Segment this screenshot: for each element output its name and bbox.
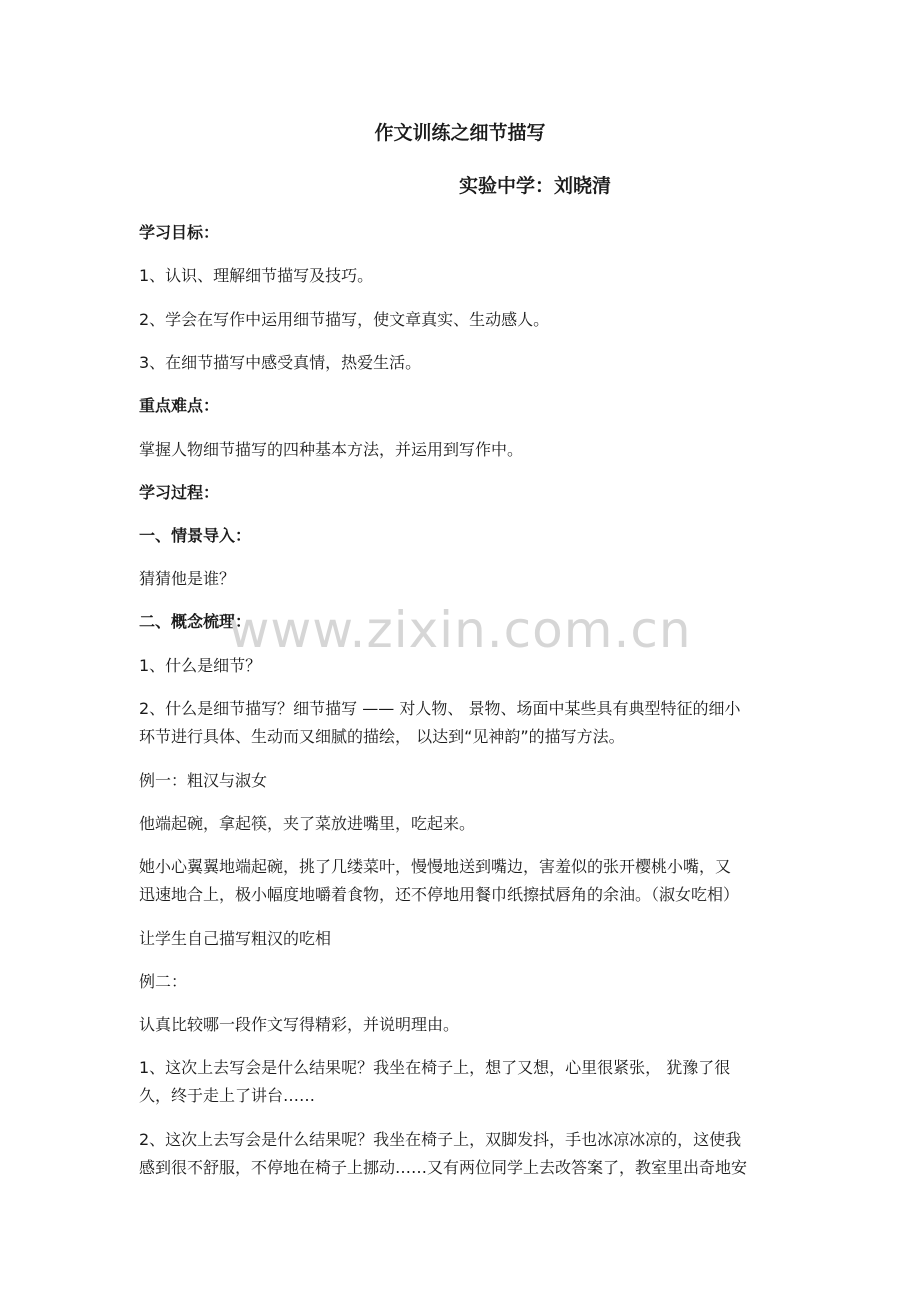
part2-heading: 二、概念梳理：	[139, 612, 252, 631]
question-2-line-2: 环节进行具体、生动而又细腻的描绘， 以达到“见神韵”的描写方法。	[139, 727, 625, 746]
goal-3: 3、在细节描写中感受真情，热爱生活。	[139, 353, 422, 372]
example-1-text-2-line-1: 她小心翼翼地端起碗，挑了几缕菜叶，慢慢地送到嘴边，害羞似的张开樱桃小嘴，又	[139, 857, 732, 876]
example-2-paragraph-1-line-1: 1、这次上去写会是什么结果呢？我坐在椅子上，想了又想，心里很紧张， 犹豫了很	[139, 1058, 731, 1077]
part1-text: 猜猜他是谁？	[139, 569, 236, 588]
part1-heading: 一、情景导入：	[139, 526, 252, 545]
question-1: 1、什么是细节？	[139, 656, 262, 675]
example-1-text-2-line-2: 迅速地合上，极小幅度地嚼着食物，还不停地用餐巾纸擦拭唇角的余油。（淑女吃相）	[139, 885, 740, 904]
example-1-text-1: 他端起碗，拿起筷，夹了菜放进嘴里，吃起来。	[139, 814, 476, 833]
example-1-task: 让学生自己描写粗汉的吃相	[139, 929, 332, 948]
goals-heading: 学习目标：	[139, 223, 220, 242]
example-1-heading: 例一：粗汉与淑女	[139, 771, 268, 790]
process-heading: 学习过程：	[139, 483, 220, 502]
key-points-text: 掌握人物细节描写的四种基本方法，并运用到写作中。	[139, 440, 524, 459]
goal-2: 2、学会在写作中运用细节描写，使文章真实、生动感人。	[139, 310, 550, 329]
key-points-heading: 重点难点：	[139, 396, 220, 415]
goal-1: 1、认识、理解细节描写及技巧。	[139, 266, 374, 285]
document-title: 作文训练之细节描写	[374, 122, 546, 144]
watermark: www.zixin.com.cn	[228, 601, 692, 659]
example-2-paragraph-2-line-2: 感到很不舒服，不停地在椅子上挪动……又有两位同学上去改答案了，教室里出奇地安	[139, 1158, 748, 1177]
question-2-line-1: 2、什么是细节描写？细节描写 —— 对人物、 景物、场面中某些具有典型特征的细小	[139, 699, 741, 718]
example-2-paragraph-1-line-2: 久，终于走上了讲台……	[139, 1086, 316, 1105]
example-2-task: 认真比较哪一段作文写得精彩，并说明理由。	[139, 1015, 460, 1034]
example-2-paragraph-2-line-1: 2、这次上去写会是什么结果呢？我坐在椅子上，双脚发抖，手也冰凉冰凉的，这使我	[139, 1130, 742, 1149]
document-author: 实验中学：刘晓清	[459, 175, 612, 197]
example-2-heading: 例二：	[139, 972, 188, 991]
